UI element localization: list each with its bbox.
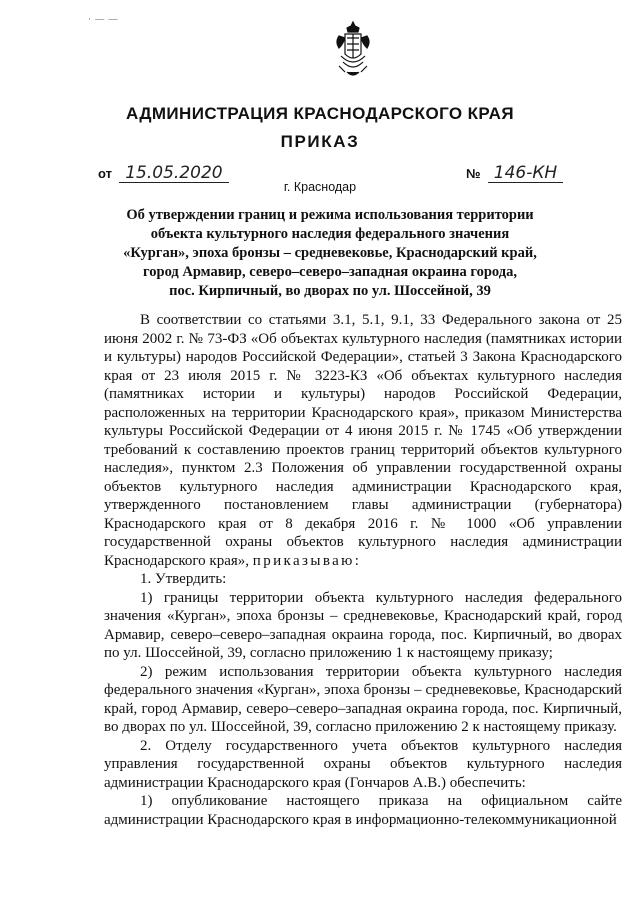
number-label: № — [466, 166, 481, 181]
title-line: «Курган», эпоха бронзы – средневековье, Краснодарский край, — [123, 245, 537, 261]
title-line: город Армавир, северо–северо–западная окраина города, — [143, 264, 517, 280]
item-1: 1. Утвердить: — [140, 571, 227, 587]
item-1-2: 2) режим использования территории объекта культурного наследия федерального значения «Курган», эпоха бронзы – средневековье, Краснодарский край, город Армавир, северо–северо–западная окраина города, пос. Кирпичный, во дворах по ул. Шоссейной, 39, согласно приложению 2 к настоящему приказу. — [104, 663, 622, 735]
intro-text: В соответствии со статьями 3.1, 5.1, 9.1, 33 Федерального закона от 25 июня 2002 г. № 73-ФЗ «Об объектах культурного наследия (памятниках истории и культуры) народов Российской Федерации», статьей 3 Закона Краснодарского края от 23 июля 2015 г. № 3223-КЗ «Об объектах культурного наследия (памятниках истории и культуры) народов Российской Федерации, расположенных на территории Краснодарского края», приказом Министерства культуры Российской Федерации от 4 июня 2015 г. № 1745 «Об утверждении требований к составлению проектов границ территорий объектов культурного наследия», пунктом 2.3 Положения об управлении государственной охраны объектов культурного наследия администрации Краснодарского края, утвержденного постановлением главы администрации (губернатора) Краснодарского края от 8 декабря 2016 г. № 1000 «Об управлении государственной охраны объектов культурного наследия администрации Краснодарского края», — [104, 312, 622, 569]
document-type: ПРИКАЗ — [280, 132, 360, 151]
date-value: 15.05.2020 — [119, 164, 228, 183]
document-body — [104, 311, 622, 829]
city-name: г. Краснодар — [283, 180, 357, 194]
title-line: пос. Кирпичный, во дворах по ул. Шоссейной, 39 — [169, 283, 491, 299]
organization-name: АДМИНИСТРАЦИЯ КРАСНОДАРСКОГО КРАЯ — [126, 104, 514, 123]
date-label: от — [98, 166, 112, 181]
title-line: Об утверждении границ и режима использования территории — [126, 207, 534, 223]
intro-paragraph — [104, 311, 622, 570]
item-1-1: 1) границы территории объекта культурного наследия федерального значения «Курган», эпоха бронзы – средневековье, Краснодарский край, город Армавир, северо–северо–западная окраина города, пос. Кирпичный, во дворах по ул. Шоссейной, 39, согласно приложению 1 к настоящему приказу; — [104, 589, 622, 661]
item-2-1: 1) опубликование настоящего приказа на официальном сайте администрации Краснодарского края в информационно-телекоммуникационной — [104, 793, 622, 828]
order-word: приказываю: — [252, 552, 362, 569]
title-line: объекта культурного наследия федерального значения — [150, 226, 510, 242]
corner-scan-mark: · — — — [88, 14, 119, 24]
document-title — [80, 206, 580, 301]
item-2: 2. Отделу государственного учета объектов культурного наследия управления государственной охраны объектов культурного наследия администрации Краснодарского края (Гончаров А.В.) обеспечить: — [104, 737, 622, 791]
number-value: 146-КН — [488, 164, 563, 183]
coat-of-arms-icon — [333, 20, 373, 80]
